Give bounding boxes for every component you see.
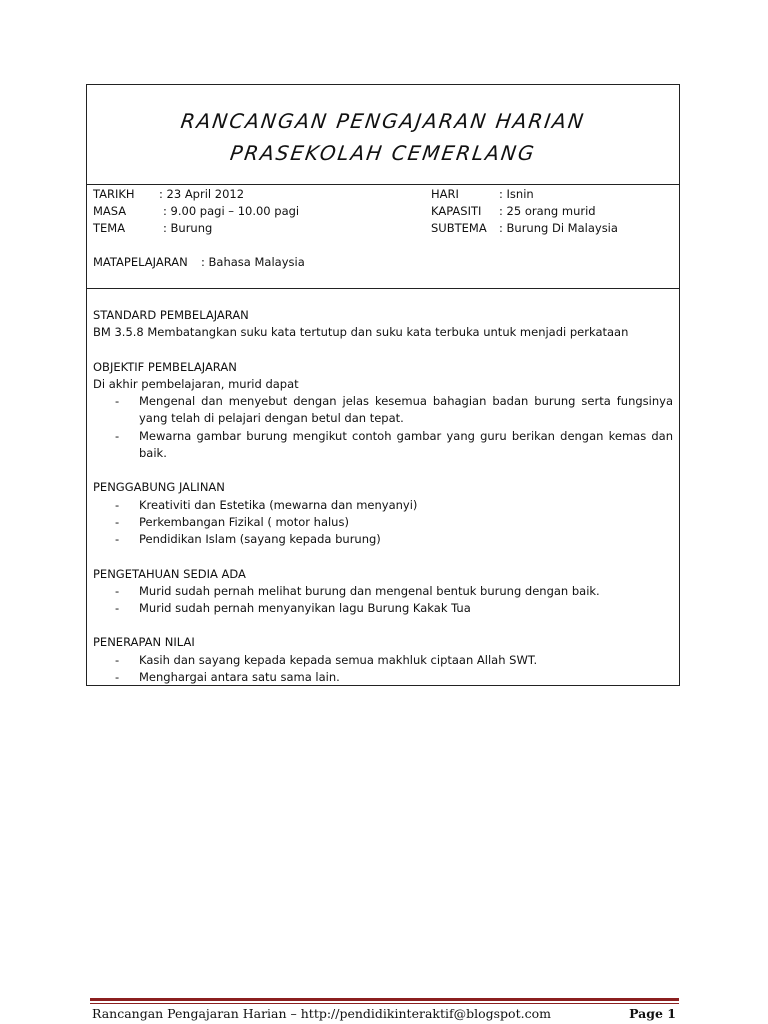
pengetahuan-list	[93, 583, 673, 618]
matapelajaran-value: : Bahasa Malaysia	[201, 255, 305, 269]
title-line-1: RANCANGAN PENGAJARAN HARIAN	[179, 109, 587, 133]
title-line-2: PRASEKOLAH CEMERLANG	[228, 141, 538, 165]
penggabung-heading: PENGGABUNG JALINAN	[93, 480, 225, 495]
hari-label: HARI	[431, 187, 459, 201]
list-item: - Menghargai antara satu sama lain.	[93, 669, 673, 686]
pengetahuan-heading: PENGETAHUAN SEDIA ADA	[93, 566, 246, 581]
lesson-plan-frame	[86, 84, 680, 686]
tarikh-label: TARIKH	[93, 187, 135, 201]
masa-label: MASA	[93, 204, 127, 218]
subtema-value: : Burung Di Malaysia	[499, 221, 618, 235]
kapasiti-label: KAPASITI	[431, 204, 482, 218]
penggabung-list	[93, 497, 673, 549]
objektif-intro: Di akhir pembelajaran, murid dapat	[93, 376, 299, 391]
hari-value: : Isnin	[499, 187, 534, 201]
list-item: - Pendidikan Islam (sayang kepada burung)	[93, 531, 673, 548]
list-item: - Kasih dan sayang kepada kepada semua makhluk ciptaan Allah SWT.	[93, 652, 673, 669]
standard-text: BM 3.5.8 Membatangkan suku kata tertutup dan suku kata terbuka untuk menjadi perkataan	[93, 325, 629, 340]
subtema-label: SUBTEMA	[431, 221, 487, 235]
list-item: - Mewarna gambar burung mengikut contoh gambar yang guru berikan dengan kemas dan baik.	[93, 428, 673, 463]
info-box	[87, 185, 679, 289]
list-item: - Murid sudah pernah melihat burung dan mengenal bentuk burung dengan baik.	[93, 583, 673, 600]
objektif-heading: OBJEKTIF PEMBELAJARAN	[93, 359, 237, 374]
standard-heading: STANDARD PEMBELAJARAN	[93, 308, 249, 322]
lesson-body	[87, 289, 679, 686]
footer-text: Rancangan Pengajaran Harian – http://pendidikinteraktif@blogspot.com	[92, 1006, 551, 1021]
footer-rule-thin	[90, 1003, 679, 1004]
list-item: - Mengenal dan menyebut dengan jelas kesemua bahagian badan burung serta fungsinya yang telah di pelajari dengan betul dan tepat.	[93, 393, 673, 428]
title-box	[87, 85, 679, 185]
list-item: - Murid sudah pernah menyanyikan lagu Burung Kakak Tua	[93, 600, 673, 617]
list-item: - Perkembangan Fizikal ( motor halus)	[93, 514, 673, 531]
objektif-list	[93, 393, 673, 462]
footer-rule-thick	[90, 998, 679, 1001]
nilai-heading: PENERAPAN NILAI	[93, 635, 195, 650]
nilai-list	[93, 652, 673, 687]
list-item: - Kreativiti dan Estetika (mewarna dan menyanyi)	[93, 497, 673, 514]
masa-value: : 9.00 pagi – 10.00 pagi	[163, 204, 300, 218]
tarikh-value: : 23 April 2012	[159, 187, 245, 201]
tema-label: TEMA	[93, 221, 126, 235]
page-number: Page 1	[629, 1006, 676, 1021]
tema-value: : Burung	[163, 221, 213, 235]
matapelajaran-label: MATAPELAJARAN	[93, 255, 188, 269]
kapasiti-value: : 25 orang murid	[499, 204, 596, 218]
